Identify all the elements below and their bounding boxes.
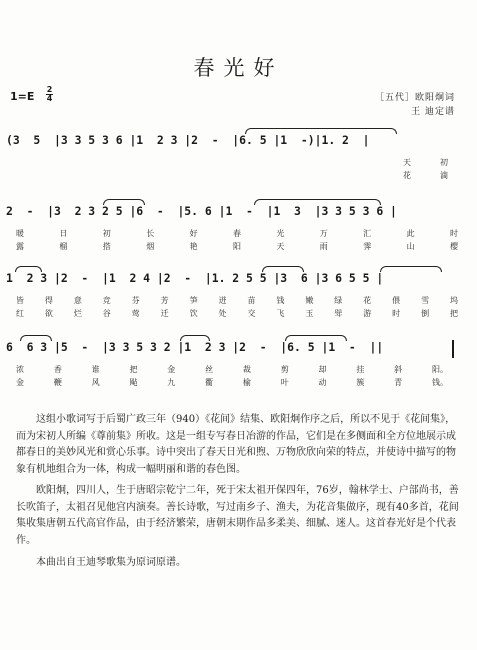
lyric-char: 榴 xyxy=(59,242,68,251)
lyric-char: 偎 xyxy=(392,296,401,305)
lyric-char: 榆 xyxy=(242,378,251,387)
paragraph-intro: 这组小歌词写于后蜀广政三年（940）《花间》结集、欧阳炯作序之后，所以不见于《花间集》，而为宋初人所编《尊前集》所收。这是一组专写春日冶游的作品，它们是在多侧面和全方位地展示成都春日的美妙风光和赏心乐事。诗中突出了春天日光和煦、万物欣欣向荣的特点，并使诗中描写的物象有机地组合为一体，构成一幅明丽和谐的春色图。 xyxy=(16,414,456,475)
lyric-char: 香 xyxy=(53,365,62,374)
lyric-char: 剪 xyxy=(280,365,289,374)
lyric-char: 把 xyxy=(129,365,138,374)
lyric-char: 长 xyxy=(146,229,155,238)
lyric-char: 初 xyxy=(102,229,111,238)
lyric-char: 花 xyxy=(363,296,372,305)
lyric-char: 钱。 xyxy=(432,378,448,387)
lyric-char: 玉 xyxy=(305,309,314,318)
lyric-char: 处 xyxy=(218,309,227,318)
lyric-char: 霁 xyxy=(363,242,372,251)
lyric-char: 簇 xyxy=(356,378,365,387)
lyric-char: 雪 xyxy=(421,296,430,305)
lyric-line-3-b xyxy=(0,308,477,320)
lyric-line-2-a xyxy=(0,228,477,240)
lyric-char: 交 xyxy=(247,309,256,318)
lyric-char: 滴 xyxy=(440,171,448,180)
lyric-char: 阳。 xyxy=(432,365,448,374)
lyric-char: 时 xyxy=(450,229,458,238)
lyric-char: 烟 xyxy=(146,242,155,251)
lyric-char: 游 xyxy=(363,309,372,318)
composer-credit: 王 迪定谱 xyxy=(411,107,455,117)
lyric-char: 意 xyxy=(73,296,82,305)
lyric-char: 谁 xyxy=(91,365,100,374)
tie-slur xyxy=(103,199,145,205)
paragraph-source: 本曲出自王迪琴歌集为原词原谱。 xyxy=(36,557,186,568)
lyric-char: 天 xyxy=(403,158,411,167)
time-signature xyxy=(46,86,53,103)
lyric-char: 暖 xyxy=(16,229,24,238)
tie-slur xyxy=(245,128,397,134)
meter-bottom: 4 xyxy=(46,94,53,103)
lyric-char: 时 xyxy=(392,309,401,318)
lyric-char: 芬 xyxy=(131,296,140,305)
lyric-char: 动 xyxy=(318,378,327,387)
lyric-char: 绿 xyxy=(334,296,343,305)
lyric-char: 丝 xyxy=(205,365,214,374)
lyric-char: 嫩 xyxy=(305,296,314,305)
lyric-char: 樱 xyxy=(450,242,458,251)
notation-row-1: (3 5 |3 3 5 3 6 |1 2 3 |2 - |6. 5 |1 -)|1. 2 | xyxy=(6,133,370,147)
lyric-char: 芳 xyxy=(160,296,169,305)
lyric-char: 把 xyxy=(450,309,458,318)
lyric-char: 艳 xyxy=(189,242,198,251)
lyric-char: 迸 xyxy=(218,296,227,305)
lyric-char: 飐 xyxy=(129,378,138,387)
paragraph-biography: 欧阳炯，四川人，生于唐昭宗乾宁二年，死于宋太祖开保四年，76岁，翰林学士、户部尚书，善长吹笛子，太祖召见他宫内演奏。善长诗歌，写过南乡子、渔夫，为花音集做序，现有40多首，花间集收集唐朝五代高官作品，由于经济繁荣，唐朝末期作品多柔美、细腻、迷人。这首春光好是个代表作。 xyxy=(16,485,459,546)
tie-slur xyxy=(380,266,442,272)
lyric-char: 金 xyxy=(167,365,176,374)
lyric-char: 挂 xyxy=(356,365,365,374)
lyric-char: 风 xyxy=(91,378,100,387)
lyric-char: 山 xyxy=(406,242,415,251)
lyric-char: 浓 xyxy=(16,365,24,374)
lyric-char: 初 xyxy=(440,158,448,167)
lyricist-credit: ［五代］欧阳炯词 xyxy=(374,93,455,103)
page-title: 春光好 xyxy=(193,56,284,80)
lyric-line-4-b xyxy=(0,377,477,389)
lyric-char: 搭 xyxy=(102,242,111,251)
lyric-char: 倒 xyxy=(421,309,430,318)
final-barline xyxy=(452,340,454,358)
lyric-char: 露 xyxy=(16,242,24,251)
notation-row-2: 2 - |3 2 3 2 5 |6 - |5. 6 |1 - |1 3 |3 3 5 3 6 | xyxy=(6,204,397,218)
tie-slur xyxy=(20,335,52,341)
lyric-char: 衢 xyxy=(205,378,214,387)
lyric-char: 天 xyxy=(276,242,285,251)
tie-slur xyxy=(262,266,304,272)
lyric-char: 迁 xyxy=(160,309,169,318)
lyric-char: 万 xyxy=(319,229,328,238)
lyric-char: 得 xyxy=(44,296,53,305)
lyric-char: 花 xyxy=(403,171,411,180)
lyric-char: 皆 xyxy=(16,296,24,305)
lyric-char: 飞 xyxy=(276,309,285,318)
lyric-char: 斜 xyxy=(394,365,403,374)
lyric-line-1-a xyxy=(0,157,477,169)
lyric-char: 光 xyxy=(276,229,285,238)
lyric-char: 叶 xyxy=(280,378,289,387)
lyric-char: 红 xyxy=(16,309,24,318)
lyric-char: 日 xyxy=(59,229,68,238)
lyric-char: 阳 xyxy=(233,242,241,251)
lyric-line-3-a xyxy=(0,295,477,307)
lyric-char: 谷 xyxy=(102,309,111,318)
lyric-line-2-b xyxy=(0,241,477,253)
lyric-char: 春 xyxy=(233,229,241,238)
lyric-char: 斝 xyxy=(334,309,343,318)
meter-top: 2 xyxy=(46,85,53,94)
lyric-char: 笋 xyxy=(189,296,198,305)
lyric-char: 钱 xyxy=(276,296,285,305)
tie-slur xyxy=(15,266,42,272)
lyric-char: 坞 xyxy=(450,296,458,305)
lyric-char: 金 xyxy=(16,378,24,387)
lyric-char: 却 xyxy=(318,365,327,374)
lyric-char: 此 xyxy=(406,229,415,238)
lyric-char: 青 xyxy=(394,378,403,387)
tie-slur xyxy=(180,335,210,341)
lyric-char: 竞 xyxy=(102,296,111,305)
lyric-char: 欲 xyxy=(44,309,53,318)
lyric-line-1-b xyxy=(0,170,477,182)
lyric-char: 鞭 xyxy=(53,378,62,387)
lyric-char: 汇 xyxy=(363,229,372,238)
lyric-char: 好 xyxy=(189,229,198,238)
lyric-char: 雨 xyxy=(319,242,328,251)
lyric-char: 九 xyxy=(167,378,176,387)
lyric-char: 裁 xyxy=(242,365,251,374)
notation-row-3: 1 2 3 |2 - |1 2 4 |2 - |1. 2 5 5 |3 6 |3 6 5 5 | xyxy=(6,271,384,285)
lyric-char: 饮 xyxy=(189,309,198,318)
tie-slur xyxy=(254,199,381,205)
key-signature: 1=E xyxy=(10,90,35,103)
notation-row-4: 6 6 3 |5 - |3 3 5 3 2 |1 2 3 |2 - |6. 5 |1 - || xyxy=(6,340,384,354)
lyric-char: 莺 xyxy=(131,309,140,318)
lyric-line-4-a xyxy=(0,364,477,376)
tie-slur xyxy=(285,335,347,341)
lyric-char: 烂 xyxy=(73,309,82,318)
lyric-char: 苗 xyxy=(247,296,256,305)
